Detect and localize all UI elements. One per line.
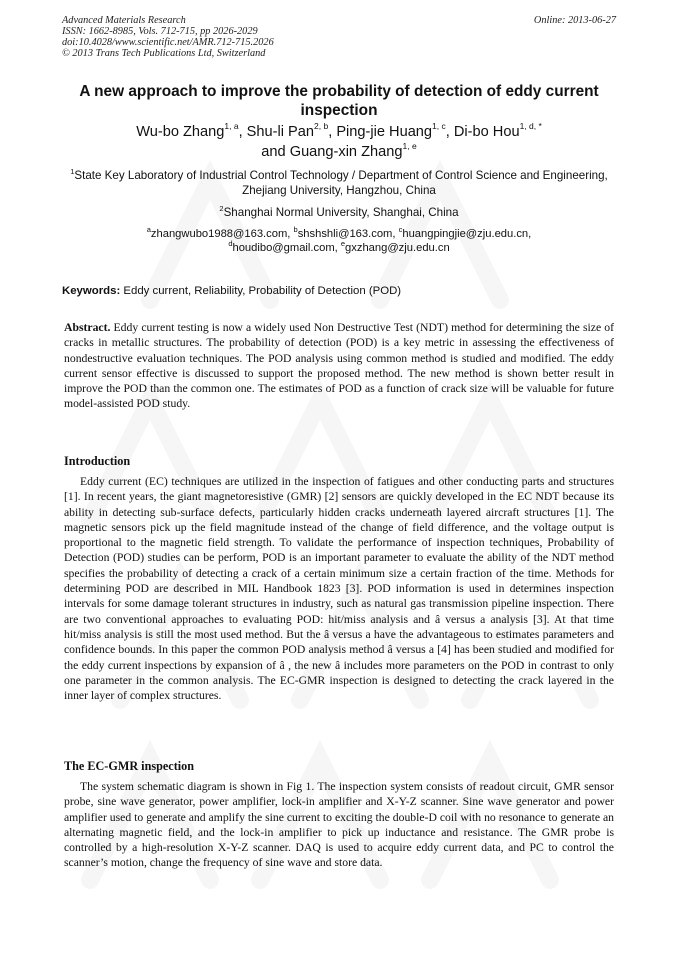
section-heading-ec-gmr: The EC-GMR inspection: [64, 759, 195, 773]
abstract-label: Abstract.: [64, 321, 111, 334]
email-link[interactable]: houdibo@gmail.com,: [232, 242, 341, 254]
journal-copyright: © 2013 Trans Tech Publications Ltd, Switzerland: [62, 48, 266, 59]
author-name: Di-bo Hou: [453, 124, 520, 140]
author-list: Wu-bo Zhang$^{1, a}$, Shu-li Pan$^{2, b}$, Ping-jie Huang$^{1, c}$, Di-bo Hou$^{1, d, *}$ and Guang-xin Zhang$^{1, e}$: [136, 121, 542, 160]
author-sup: 1, e: [402, 140, 417, 151]
author-sup: 1, d, *: [519, 121, 542, 131]
author-name: Wu-bo Zhang: [136, 124, 225, 140]
affiliation-2: [62, 205, 616, 220]
author-sup: 1, a: [224, 121, 239, 131]
email-sup: e: [340, 239, 346, 248]
email-sup: c: [398, 225, 403, 234]
author-name: Ping-jie Huang: [336, 124, 433, 140]
keywords-label: Keywords:: [62, 285, 121, 297]
affiliation-sup: 1: [70, 167, 75, 176]
introduction-paragraph: Eddy current (EC) techniques are utilized in the inspection of fatigues and other conducting parts and structures [1]. In recent years, the giant magnetoresistive (GMR) [2] sensors are quickly developed in the EC NDT because its ability in detecting sub-surface defects, particularly hidden cracks underneath layered aircraft structures [1]. The magnetic sensors pick up the field magnitude instead of the change of field difference, and the voltage output is proportional to the magnetic field strength. To validate the performance of inspection techniques, Probability of Detection (POD) studies can be perform, POD is an important parameter to evaluate the ability of the NDT method specifies the probability of detecting a crack of a certain minimum size a certain fraction of the time. Methods for determining POD are described in MIL Handbook 1823 [3]. POD information is used in determines inspection intervals for some damage tolerant structures in industry, such as natural gas transmission pipeline inspection. There are two conventional approaches to evaluating POD: hit/miss analysis and â versus a analysis [3]. At that time hit/miss analysis is still the most used method. But the â versus a have the advantageous to estimates parameters and confidence bounds. In this paper the common POD analysis method â versus a [4] has been studied and modified for the eddy current inspections by expansion of â , the new â includes more parameters on the POD in contrast to only one parameter in the common analysis. The EC-GMR inspection is designed to detecting the crack layered in the inner layer of complex structures.: [64, 475, 614, 703]
ec-gmr-paragraph: The system schematic diagram is shown in Fig 1. The inspection system consists of readout circuit, GMR sensor probe, sine wave generator, power amplifier, lock-in amplifier and X-Y-Z scanner. Sine wave generator and power amplifier used to generate and amplify the sine current to exciting the double-D coil with no resonance to generate an alternating magnetic field, and the lock-in amplifier to pick up inductance and resistance. The GMR probe is controlled by a high-resolution X-Y-Z scanner. DAQ is used to acquire eddy current data, and PC to control the scanner’s motion, change the frequency of sine wave and store data.: [64, 780, 614, 870]
keywords: [62, 285, 616, 297]
author-name: Guang-xin Zhang: [289, 143, 403, 160]
author-sup: 2, b: [314, 121, 329, 131]
email-link[interactable]: huangpingjie@zju.edu.cn,: [402, 228, 532, 240]
paper-title: A new approach to improve the probability of detection of eddy current inspection: [79, 83, 599, 119]
journal-name: Advanced Materials Research: [62, 15, 186, 26]
author-emails: [62, 227, 616, 255]
journal-issn: ISSN: 1662-8985, Vols. 712-715, pp 2026-2029: [62, 26, 258, 37]
section-heading-introduction: Introduction: [64, 454, 131, 468]
email-sup: a: [146, 225, 151, 234]
affiliation-text: Shanghai Normal University, Shanghai, China: [223, 206, 459, 219]
affiliation-1: [62, 168, 616, 198]
affiliation-text: State Key Laboratory of Industrial Control Technology / Department of Control Science and Engineering, Zhejiang University, Hangzhou, China: [74, 169, 608, 197]
journal-header: [62, 15, 616, 59]
abstract: [64, 320, 614, 412]
email-sup: d: [228, 239, 233, 248]
email-link[interactable]: zhangwubo1988@163.com,: [150, 228, 294, 240]
affiliation-sup: 2: [219, 204, 224, 213]
author-sup: 1, c: [432, 121, 446, 131]
author-name: Shu-li Pan: [246, 124, 315, 140]
email-sup: b: [293, 225, 298, 234]
abstract-text: Eddy current testing is now a widely used Non Destructive Test (NDT) method for determining the size of cracks in metallic structures. The probability of detection (POD) is a key metric in assessing the effectiveness of nondestructive evaluation techniques. The POD analysis using common method is studied and modified. The eddy current sensor effective is discussed to support the proposed method. The new method is shown better result in improve the POD than the common one. The estimates of POD as a function of crack size will be valuable for future model-assisted POD study.: [64, 321, 614, 411]
journal-doi: doi:10.4028/www.scientific.net/AMR.712-715.2026: [62, 37, 274, 48]
email-link[interactable]: shshshli@163.com,: [297, 228, 399, 240]
online-date: Online: 2013-06-27: [533, 15, 616, 26]
email-link[interactable]: gxzhang@zju.edu.cn: [345, 242, 450, 254]
keywords-text: Eddy current, Reliability, Probability of Detection (POD): [120, 285, 402, 297]
author-and: and: [261, 143, 286, 160]
